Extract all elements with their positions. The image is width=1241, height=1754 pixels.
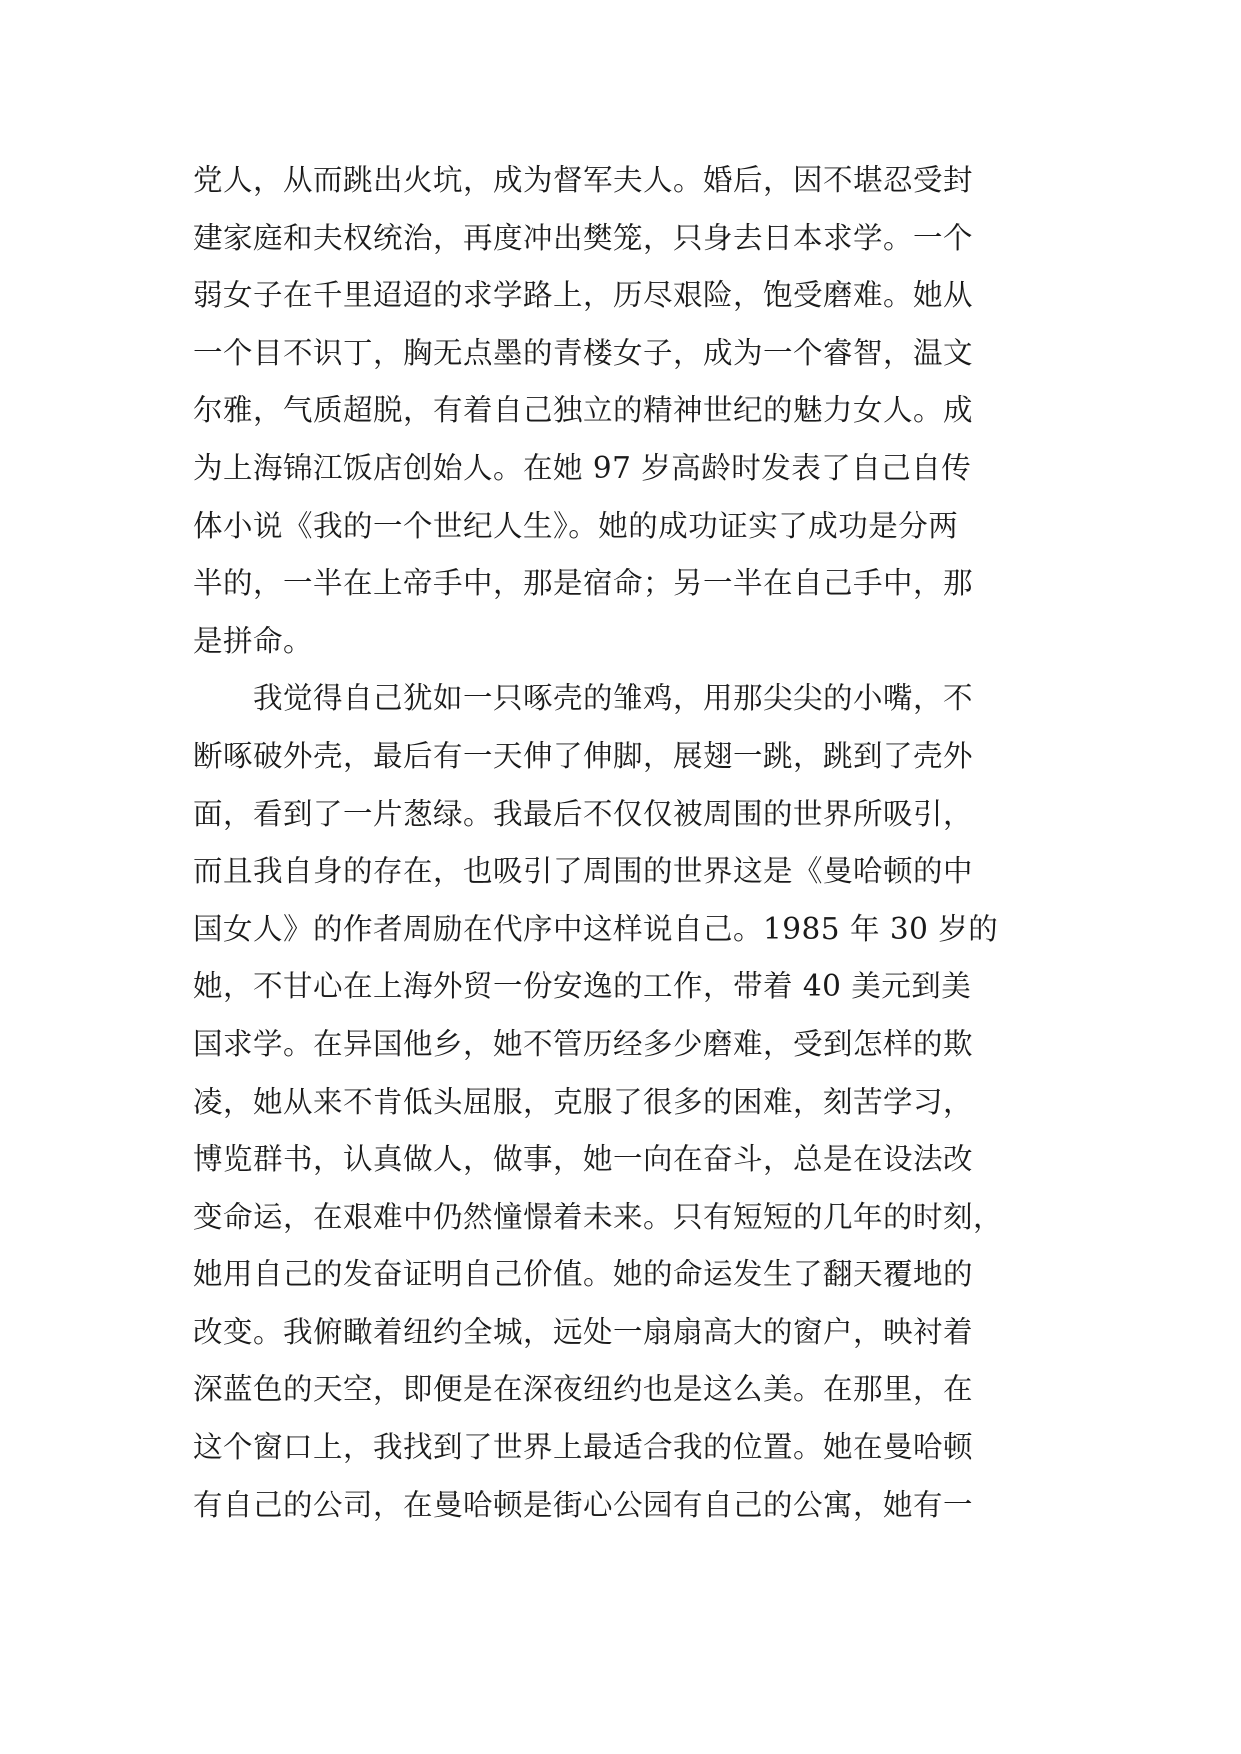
text-line: 半的，一半在上帝手中，那是宿命；另一半在自己手中，那 [193, 566, 974, 601]
text-line: 这个窗口上，我找到了世界上最适合我的位置。她在曼哈顿 [193, 1430, 974, 1465]
text-line: 一个目不识丁，胸无点墨的青楼女子，成为一个睿智，温文 [193, 335, 974, 370]
text-line: 改变。我俯瞰着纽约全城，远处一扇扇高大的窗户，映衬着 [193, 1314, 974, 1349]
text-line: 面，看到了一片葱绿。我最后不仅仅被周围的世界所吸引， [193, 796, 974, 831]
text-line: 有自己的公司，在曼哈顿是街心公园有自己的公寓，她有一 [193, 1487, 974, 1522]
text-line: 党人，从而跳出火坑，成为督军夫人。婚后，因不堪忍受封 [193, 163, 974, 197]
text-line: 凌，她从来不肯低头屈服，克服了很多的困难，刻苦学习， [193, 1084, 974, 1119]
text-line: 深蓝色的天空，即便是在深夜纽约也是这么美。在那里，在 [193, 1372, 974, 1407]
text-line: 而且我自身的存在，也吸引了周围的世界这是《曼哈顿的中 [193, 854, 974, 889]
text-line: 国求学。在异国他乡，她不管历经多少磨难，受到怎样的欺 [193, 1026, 974, 1061]
text-line: 变命运，在艰难中仍然憧憬着未来。只有短短的几年的时刻， [193, 1199, 1004, 1234]
text-line: 博览群书，认真做人，做事，她一向在奋斗，总是在设法改 [193, 1142, 974, 1177]
text-line: 断啄破外壳，最后有一天伸了伸脚，展翅一跳，跳到了壳外 [193, 738, 974, 773]
text-line: 是拼命。 [193, 623, 314, 658]
text-line: 弱女子在千里迢迢的求学路上，历尽艰险，饱受磨难。她从 [193, 278, 974, 313]
text-line: 国女人》的作者周励在代序中这样说自己。1985 年 30 岁的 [193, 911, 999, 946]
text-line: 她用自己的发奋证明自己价值。她的命运发生了翻天覆地的 [193, 1257, 974, 1292]
text-line: 建家庭和夫权统治，再度冲出樊笼，只身去日本求学。一个 [193, 220, 974, 255]
text-line: 我觉得自己犹如一只啄壳的雏鸡，用那尖尖的小嘴，不 [193, 681, 974, 716]
text-line: 体小说《我的一个世纪人生》。她的成功证实了成功是分两 [193, 508, 959, 543]
text-line: 尔雅，气质超脱，有着自己独立的精神世纪的魅力女人。成 [193, 393, 974, 428]
body-text [193, 152, 1063, 1534]
text-line: 为上海锦江饭店创始人。在她 97 岁高龄时发表了自己自传 [193, 450, 972, 485]
text-line: 她，不甘心在上海外贸一份安逸的工作，带着 40 美元到美 [193, 969, 972, 1004]
